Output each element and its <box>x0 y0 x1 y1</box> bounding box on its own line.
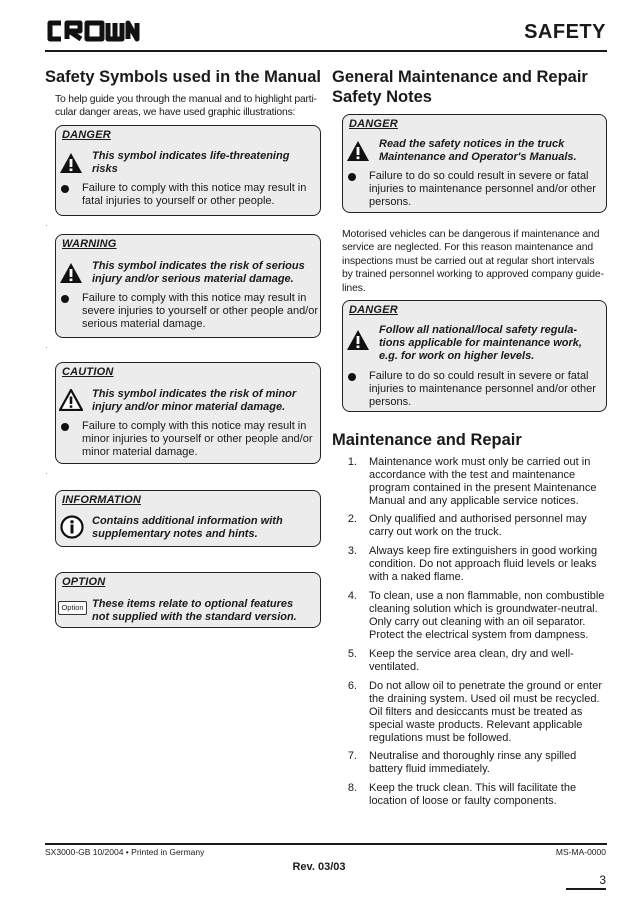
list-item-number: 3. <box>347 545 357 557</box>
revision-label: Rev. 03/03 <box>292 861 346 873</box>
separator-mark: · <box>45 221 48 230</box>
danger-lead: Follow all national/local safety regula- tions applicable for maintenance work, e.g. for work on higher levels. <box>379 324 582 362</box>
list-item: Always keep fire extinguishers in good working condition. Do not approach fluid levels or leaks with a naked flame. <box>369 545 598 583</box>
maintenance-danger-box-2 <box>342 300 607 412</box>
warning-triangle-icon <box>346 140 370 162</box>
list-item-number: 4. <box>347 590 357 602</box>
separator-mark: · <box>45 343 48 352</box>
list-item: Do not allow oil to penetrate the ground or enter the draining system. Used oil must be recycled. Oil filters and desiccants must be treated as special waste products. Relevant applicable regulations must be followed. <box>369 680 602 744</box>
maintenance-danger-box <box>342 114 607 213</box>
separator-mark: · <box>45 469 48 478</box>
warning-title: WARNING <box>62 238 117 250</box>
list-item-number: 5. <box>347 648 357 660</box>
bullet-dot <box>61 295 69 303</box>
list-item-number: 8. <box>347 782 357 794</box>
bullet-dot <box>348 373 356 381</box>
crown-logo <box>45 18 140 44</box>
bullet-dot <box>61 185 69 193</box>
list-item-number: 7. <box>347 750 357 762</box>
page-number-rule <box>566 888 606 890</box>
repair-heading: Maintenance and Repair <box>332 431 522 449</box>
danger-title: DANGER <box>349 118 398 130</box>
danger-bullet: Failure to do so could result in severe or fatal injuries to maintenance personnel and/or other persons. <box>369 170 596 208</box>
list-item: Neutralise and thoroughly rinse any spilled battery fluid immediately. <box>369 750 577 775</box>
information-title: INFORMATION <box>62 494 141 506</box>
right-heading: General Maintenance and Repair Safety Notes <box>332 68 588 106</box>
list-item: Maintenance work must only be carried out in accordance with the test and maintenance program contained in the present Maintenance Manual and any applicable service notices. <box>369 456 597 507</box>
page-number: 3 <box>599 873 606 887</box>
warning-box <box>55 234 321 338</box>
danger-title: DANGER <box>349 304 398 316</box>
list-item-number: 6. <box>347 680 357 692</box>
caution-box <box>55 362 321 464</box>
left-heading: Safety Symbols used in the Manual <box>45 68 321 86</box>
caution-bullet: Failure to comply with this notice may result in minor injuries to yourself or other people and/or minor material damage. <box>82 420 313 458</box>
footer-document-id: SX3000-GB 10/2004 • Printed in Germany <box>45 847 205 857</box>
option-box <box>55 572 321 628</box>
danger-lead: Read the safety notices in the truck Maintenance and Operator's Manuals. <box>379 138 577 163</box>
warning-triangle-icon <box>346 329 370 351</box>
information-box <box>55 490 321 547</box>
caution-title: CAUTION <box>62 366 114 378</box>
danger-bullet: Failure to comply with this notice may result in fatal injuries to yourself or other people. <box>82 182 307 207</box>
footer-doc-code: MS-MA-0000 <box>555 847 606 857</box>
section-title: SAFETY <box>524 21 606 43</box>
warning-bullet: Failure to comply with this notice may result in severe injuries to yourself or other people and/or serious material damage. <box>82 292 319 330</box>
caution-triangle-icon <box>59 389 83 411</box>
header-rule <box>45 50 607 52</box>
list-item: Keep the service area clean, dry and well- ventilated. <box>369 648 574 673</box>
list-item: To clean, use a non flammable, non combustible cleaning solution which is groundwater-neutral. Only carry out cleaning with an oil separator. Protect the electrical system from dampness. <box>369 590 605 641</box>
intro-text: To help guide you through the manual and to highlight parti- cular danger areas, we have used graphic illustrations: <box>55 94 317 118</box>
bullet-dot <box>61 423 69 431</box>
danger-bullet: Failure to do so could result in severe or fatal injuries to maintenance personnel and/or other persons. <box>369 370 596 408</box>
warning-triangle-icon <box>59 262 83 284</box>
option-lead: These items relate to optional features not supplied with the standard version. <box>92 598 297 623</box>
caution-lead: This symbol indicates the risk of minor injury and/or minor material damage. <box>92 388 297 413</box>
danger-box <box>55 125 321 216</box>
danger-lead: This symbol indicates life-threatening risks <box>92 150 290 175</box>
warning-lead: This symbol indicates the risk of serious injury and/or serious material damage. <box>92 260 305 285</box>
option-icon: Option <box>58 601 87 615</box>
list-item-number: 2. <box>347 513 357 525</box>
warning-triangle-icon <box>59 152 83 174</box>
footer-rule <box>45 843 607 845</box>
maintenance-paragraph: Motorised vehicles can be dangerous if maintenance and service are neglected. For this reason maintenance and inspections must be carried out at regular short intervals by trained personnel working to approved company guide- lines. <box>342 229 604 294</box>
list-item: Only qualified and authorised personnel may carry out work on the truck. <box>369 513 587 538</box>
option-title: OPTION <box>62 576 106 588</box>
danger-title: DANGER <box>62 129 111 141</box>
list-item: Keep the truck clean. This will facilitate the location of loose or faulty components. <box>369 782 577 807</box>
bullet-dot <box>348 173 356 181</box>
information-lead: Contains additional information with supplementary notes and hints. <box>92 515 283 540</box>
list-item-number: 1. <box>347 456 357 468</box>
info-icon <box>60 515 84 539</box>
